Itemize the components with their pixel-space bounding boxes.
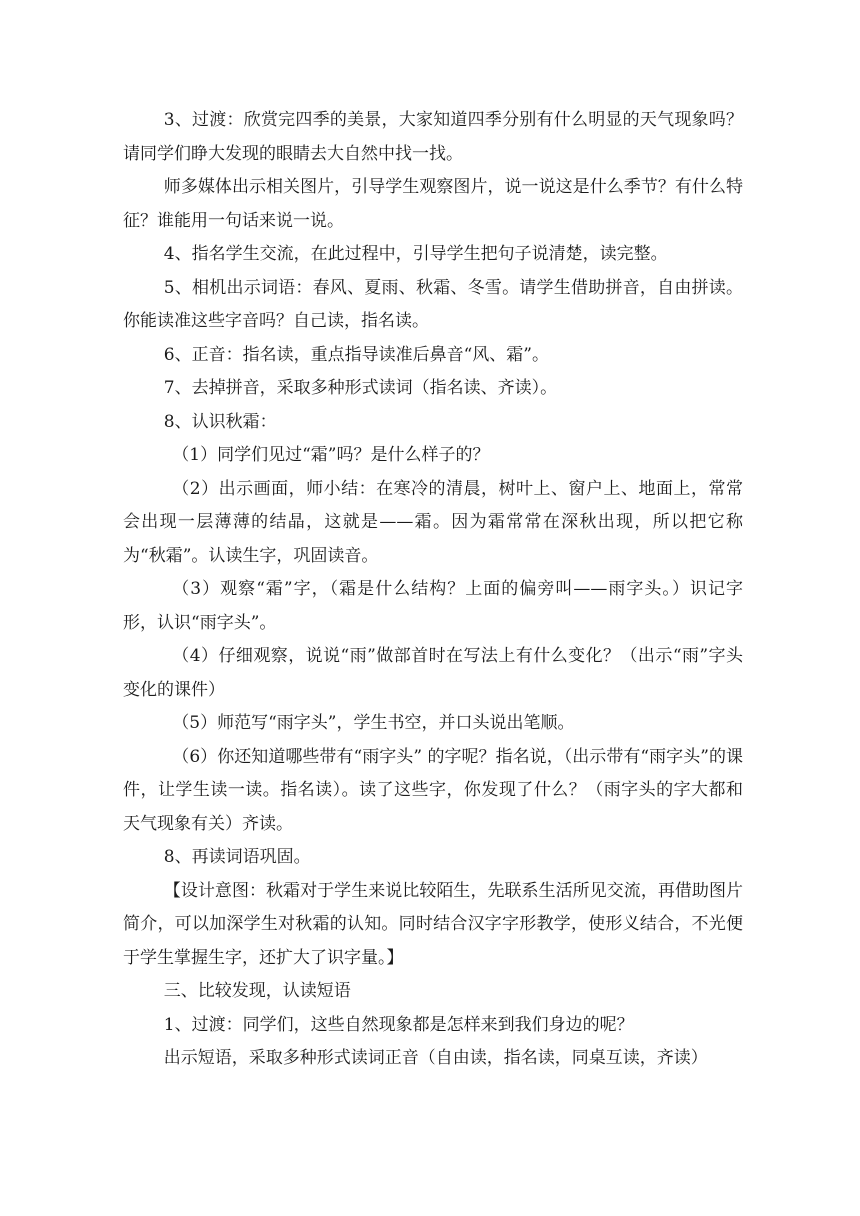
paragraph-transition-2: 1、过渡：同学们，这些自然现象都是怎样来到我们身边的呢？ bbox=[163, 1014, 634, 1035]
paragraph-sub-6: （6）你还知道哪些带有“雨字头” 的字呢？指名说，（出示带有“雨字头”的课件，让学生读一读。指名读）。读了这些字，你发现了什么？（雨字头的字大都和天气现象有关）齐读。 bbox=[123, 746, 743, 834]
paragraph-show-words: 5、相机出示词语：春风、夏雨、秋霜、冬雪。请学生借助拼音，自由拼读。你能读准这些字音吗？自己读，指名读。 bbox=[123, 277, 743, 331]
paragraph-sub-3: （3）观察“霜”字，（霜是什么结构？上面的偏旁叫——雨字头。）识记字形，认识“雨字头”。 bbox=[123, 579, 743, 633]
paragraph-student-exchange: 4、指名学生交流，在此过程中，引导学生把句子说清楚，读完整。 bbox=[163, 244, 668, 264]
paragraph-reread: 8、再读词语巩固。 bbox=[163, 847, 311, 867]
paragraph-teacher-media: 师多媒体出示相关图片，引导学生观察图片，说一说这是什么季节？有什么特征？谁能用一句话来说一说。 bbox=[123, 177, 743, 231]
paragraph-recognize-frost: 8、认识秋霜： bbox=[163, 411, 277, 432]
section-heading-3: 三、比较发现，认读短语 bbox=[163, 981, 351, 1001]
paragraph-transition: 3、过渡：欣赏完四季的美景，大家知道四季分别有什么明显的天气现象吗？请同学们睁大发现的眼睛去大自然中找一找。 bbox=[123, 110, 743, 164]
paragraph-show-phrases: 出示短语，采取多种形式读词正音（自由读，指名读，同桌互读，齐读） bbox=[163, 1048, 708, 1068]
paragraph-correct-pronunciation: 6、正音：指名读，重点指导读准后鼻音“风、霜”。 bbox=[163, 344, 549, 365]
paragraph-sub-1: （1）同学们见过“霜”吗？是什么样子的？ bbox=[172, 445, 490, 465]
paragraph-remove-pinyin: 7、去掉拼音，采取多种形式读词（指名读、齐读）。 bbox=[163, 378, 558, 398]
document-body bbox=[123, 104, 743, 1076]
paragraph-sub-5: （5）师范写“雨字头”，学生书空，并口头说出笔顺。 bbox=[172, 713, 575, 733]
paragraph-design-intent: 【设计意图：秋霜对于学生来说比较陌生，先联系生活所见交流，再借助图片简介，可以加深学生对秋霜的认知。同时结合汉字字形教学，使形义结合，不光便于学生掌握生字，还扩大了识字量。】 bbox=[123, 880, 743, 968]
paragraph-sub-4: （4）仔细观察，说说“雨”做部首时在写法上有什么变化？（出示“雨”字头变化的课件） bbox=[123, 646, 743, 700]
paragraph-sub-2: （2）出示画面，师小结：在寒冷的清晨，树叶上、窗户上、地面上，常常会出现一层薄薄的结晶，这就是——霜。因为霜常常在深秋出现，所以把它称为“秋霜”。认读生字，巩固读音。 bbox=[123, 478, 743, 566]
